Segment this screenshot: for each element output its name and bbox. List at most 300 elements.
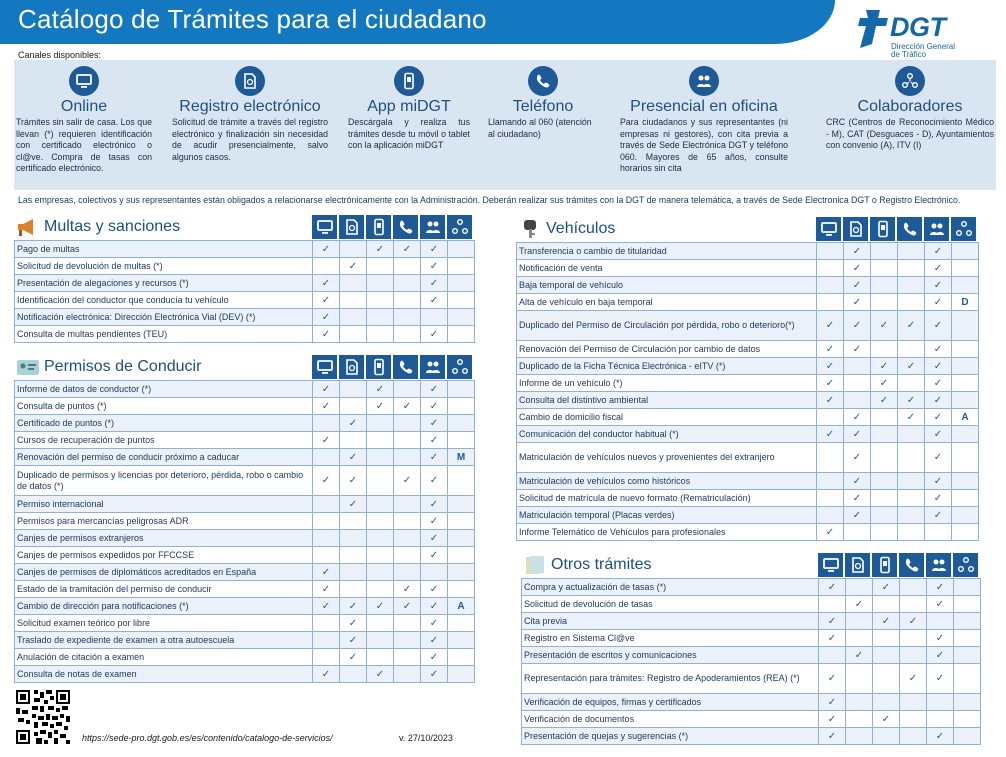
empty-cell: [448, 292, 475, 309]
table-row: [517, 409, 979, 426]
channel-column-phone-icon: [393, 355, 418, 379]
empty-cell: [873, 694, 900, 711]
table-row: [517, 524, 979, 541]
check-mark-icon: ✓: [313, 432, 340, 449]
section-multas: [14, 214, 475, 343]
empty-cell: [898, 507, 925, 524]
procedure-name[interactable]: Cita previa: [522, 613, 819, 630]
check-mark-icon: ✓: [817, 392, 844, 409]
empty-cell: [846, 579, 873, 596]
check-mark-icon: ✓: [367, 598, 394, 615]
check-mark-icon: ✓: [313, 309, 340, 326]
empty-cell: [394, 275, 421, 292]
procedure-name[interactable]: Presentación de quejas y sugerencias (*): [522, 728, 819, 745]
check-mark-icon: ✓: [313, 275, 340, 292]
check-mark-icon: ✓: [817, 524, 844, 541]
channel-app: [348, 66, 470, 152]
check-mark-icon: ✓: [421, 326, 448, 343]
empty-cell: [952, 341, 979, 358]
empty-cell: [448, 241, 475, 258]
empty-cell: [340, 381, 367, 398]
check-mark-icon: ✓: [421, 581, 448, 598]
channel-column-office-icon: [420, 355, 445, 379]
channel-column-document-icon: [843, 217, 868, 241]
table-row: [15, 381, 475, 398]
check-mark-icon: ✓: [421, 513, 448, 530]
table-row: [15, 258, 475, 275]
procedure-name[interactable]: Traslado de expediente de examen a otra autoescuela: [15, 632, 313, 649]
procedure-name[interactable]: Consulta del distintivo ambiental: [517, 392, 817, 409]
table-row: [15, 496, 475, 513]
check-mark-icon: ✓: [313, 581, 340, 598]
empty-cell: [367, 292, 394, 309]
check-mark-icon: ✓: [898, 409, 925, 426]
procedure-name[interactable]: Consulta de notas de examen: [15, 666, 313, 683]
check-mark-icon: ✓: [340, 449, 367, 466]
channel-desc: Para ciudadanos y sus representantes (ni empresas ni gestores), con cita previa a través de Sede Electrónica DGT y teléfono 060. Mayores de 65 años, consulte horarios sin cita: [620, 117, 788, 173]
table-row: [15, 432, 475, 449]
procedure-name[interactable]: Canjes de permisos extranjeros: [15, 530, 313, 547]
empty-cell: [871, 473, 898, 490]
check-mark-icon: ✓: [898, 392, 925, 409]
check-mark-icon: ✓: [819, 613, 846, 630]
check-mark-icon: ✓: [817, 341, 844, 358]
empty-cell: [340, 241, 367, 258]
procedure-name[interactable]: Solicitud examen teórico por libre: [15, 615, 313, 632]
procedure-name[interactable]: Duplicado de permisos y licencias por deterioro, pérdida, robo o cambio de datos (*): [15, 466, 313, 496]
check-mark-icon: ✓: [925, 426, 952, 443]
procedure-name[interactable]: Solicitud de devolución de tasas: [522, 596, 819, 613]
channel-header-icons: [818, 553, 980, 577]
procedure-name[interactable]: Registro en Sistema Cl@ve: [522, 630, 819, 647]
procedure-name[interactable]: Presentación de alegaciones y recursos (*): [15, 275, 313, 292]
check-mark-icon: ✓: [844, 311, 871, 341]
empty-cell: [367, 513, 394, 530]
empty-cell: [448, 258, 475, 275]
channel-column-document-icon: [845, 553, 870, 577]
procedure-name[interactable]: Informe de datos de conductor (*): [15, 381, 313, 398]
procedure-name[interactable]: Verificación de equipos, firmas y certificados: [522, 694, 819, 711]
empty-cell: [952, 524, 979, 541]
empty-cell: [871, 524, 898, 541]
empty-cell: [817, 243, 844, 260]
empty-cell: [340, 666, 367, 683]
channel-column-phone-icon: [393, 215, 418, 239]
check-mark-icon: ✓: [844, 443, 871, 473]
procedure-name[interactable]: Cambio de dirección para notificaciones (*): [15, 598, 313, 615]
check-mark-icon: ✓: [844, 277, 871, 294]
empty-cell: [900, 596, 927, 613]
section-header: [521, 552, 981, 578]
empty-cell: [927, 694, 954, 711]
empty-cell: [954, 711, 981, 728]
check-mark-icon: ✓: [394, 466, 421, 496]
channel-header-icons: [312, 355, 474, 379]
check-mark-icon: ✓: [844, 490, 871, 507]
empty-cell: [954, 694, 981, 711]
check-mark-icon: ✓: [925, 392, 952, 409]
check-mark-icon: ✓: [844, 341, 871, 358]
check-mark-icon: ✓: [313, 292, 340, 309]
section-title: Multas y sanciones: [44, 218, 181, 235]
procedure-name[interactable]: Solicitud de matrícula de nuevo formato (Rematriculación): [517, 490, 817, 507]
channel-column-office-icon: [926, 553, 951, 577]
empty-cell: [367, 632, 394, 649]
logo-subtitle-line-2: de Tráfico: [891, 50, 927, 59]
table-row: [517, 473, 979, 490]
channel-column-mobile-app-icon: [366, 215, 391, 239]
check-mark-icon: ✓: [313, 598, 340, 615]
empty-cell: [925, 524, 952, 541]
empty-cell: [367, 275, 394, 292]
empty-cell: [844, 375, 871, 392]
procedure-name[interactable]: Consulta de puntos (*): [15, 398, 313, 415]
channel-registro: [172, 66, 328, 163]
dgt-logo: [858, 10, 978, 58]
empty-cell: [954, 664, 981, 694]
empty-cell: [871, 443, 898, 473]
check-mark-icon: ✓: [394, 398, 421, 415]
procedure-name[interactable]: Renovación del permiso de conducir próximo a caducar: [15, 449, 313, 466]
empty-cell: [954, 613, 981, 630]
table-row: [15, 598, 475, 615]
check-mark-icon: ✓: [817, 375, 844, 392]
empty-cell: [394, 258, 421, 275]
empty-cell: [817, 473, 844, 490]
empty-cell: [367, 547, 394, 564]
empty-cell: [871, 243, 898, 260]
empty-cell: [448, 632, 475, 649]
check-mark-icon: ✓: [898, 358, 925, 375]
channels-label: Canales disponibles:: [18, 50, 102, 60]
check-mark-icon: ✓: [925, 473, 952, 490]
section-vehiculos: [516, 216, 979, 541]
channel-online: [16, 66, 152, 175]
procedure-name[interactable]: Transferencia o cambio de titularidad: [517, 243, 817, 260]
empty-cell: [952, 473, 979, 490]
empty-cell: [340, 292, 367, 309]
check-mark-icon: ✓: [367, 241, 394, 258]
procedure-name[interactable]: Identificación del conductor que conducía tu vehículo: [15, 292, 313, 309]
collaborator-code: D: [952, 294, 979, 311]
channel-title: Online: [60, 98, 108, 115]
mobile-app-icon: [394, 66, 424, 96]
empty-cell: [340, 581, 367, 598]
table-row: [15, 241, 475, 258]
check-mark-icon: ✓: [421, 615, 448, 632]
empty-cell: [340, 513, 367, 530]
check-mark-icon: ✓: [340, 615, 367, 632]
procedure-name[interactable]: Estado de la tramitación del permiso de conducir: [15, 581, 313, 598]
check-mark-icon: ✓: [421, 381, 448, 398]
empty-cell: [448, 547, 475, 564]
empty-cell: [367, 258, 394, 275]
check-mark-icon: ✓: [844, 409, 871, 426]
channel-column-monitor-icon: [816, 217, 841, 241]
empty-cell: [340, 564, 367, 581]
procedure-name[interactable]: Informe Telemático de Vehículos para profesionales: [517, 524, 817, 541]
empty-cell: [846, 694, 873, 711]
empty-cell: [340, 275, 367, 292]
check-mark-icon: ✓: [340, 632, 367, 649]
check-mark-icon: ✓: [421, 241, 448, 258]
channel-column-phone-icon: [897, 217, 922, 241]
empty-cell: [952, 277, 979, 294]
channel-column-monitor-icon: [312, 215, 337, 239]
procedure-name[interactable]: Matriculación de vehículos como históricos: [517, 473, 817, 490]
table-row: [15, 326, 475, 343]
empty-cell: [367, 530, 394, 547]
empty-cell: [448, 581, 475, 598]
check-mark-icon: ✓: [819, 579, 846, 596]
section-title: Vehículos: [546, 220, 616, 237]
empty-cell: [394, 513, 421, 530]
check-mark-icon: ✓: [313, 241, 340, 258]
empty-cell: [900, 579, 927, 596]
check-mark-icon: ✓: [340, 415, 367, 432]
check-mark-icon: ✓: [925, 358, 952, 375]
empty-cell: [421, 309, 448, 326]
check-mark-icon: ✓: [421, 275, 448, 292]
collaborator-code: A: [952, 409, 979, 426]
channel-desc: CRC (Centros de Reconocimiento Médico - M), CAT (Desguaces - D), Ayuntamientos con convenio (A), ITV (I): [826, 117, 994, 150]
procedure-name[interactable]: Representación para trámites: Registro de Apoderamientos (REA) (*): [522, 664, 819, 694]
table-row: [522, 630, 981, 647]
table-row: [15, 615, 475, 632]
check-mark-icon: ✓: [927, 579, 954, 596]
table-row: [517, 426, 979, 443]
check-mark-icon: ✓: [927, 728, 954, 745]
procedure-name[interactable]: Informe de un vehículo (*): [517, 375, 817, 392]
logo-subtitle-line-1: Dirección General: [891, 42, 956, 51]
procedure-name[interactable]: Canjes de permisos expedidos por FFCCSE: [15, 547, 313, 564]
table-row: [522, 711, 981, 728]
empty-cell: [952, 392, 979, 409]
section-title: Otros trámites: [551, 556, 652, 573]
monitor-icon: [69, 66, 99, 96]
channel-column-monitor-icon: [312, 355, 337, 379]
check-mark-icon: ✓: [340, 466, 367, 496]
empty-cell: [898, 243, 925, 260]
check-mark-icon: ✓: [844, 260, 871, 277]
empty-cell: [873, 630, 900, 647]
channel-column-mobile-app-icon: [870, 217, 895, 241]
procedure-name[interactable]: Permisos para mercancías peligrosas ADR: [15, 513, 313, 530]
empty-cell: [846, 664, 873, 694]
car-key-icon: [518, 219, 542, 239]
table-row: [15, 632, 475, 649]
procedure-name[interactable]: Canjes de permisos de diplomáticos acreditados en España: [15, 564, 313, 581]
empty-cell: [340, 530, 367, 547]
vehiculos-table: [516, 242, 979, 541]
office-icon: [689, 66, 719, 96]
check-mark-icon: ✓: [421, 415, 448, 432]
table-row: [522, 728, 981, 745]
procedure-name[interactable]: Cursos de recuperación de puntos: [15, 432, 313, 449]
empty-cell: [448, 432, 475, 449]
procedure-name[interactable]: Permiso internacional: [15, 496, 313, 513]
procedure-name[interactable]: Matriculación temporal (Placas verdes): [517, 507, 817, 524]
empty-cell: [313, 513, 340, 530]
empty-cell: [927, 711, 954, 728]
table-row: [522, 596, 981, 613]
empty-cell: [340, 432, 367, 449]
logo-wordmark: DGT: [890, 12, 946, 42]
check-mark-icon: ✓: [925, 260, 952, 277]
channel-column-collaborators-icon: [447, 215, 472, 239]
table-row: [522, 647, 981, 664]
procedure-name[interactable]: Duplicado del Permiso de Circulación por pérdida, robo o deterioro(*): [517, 311, 817, 341]
check-mark-icon: ✓: [844, 507, 871, 524]
empty-cell: [952, 443, 979, 473]
section-header: [14, 214, 475, 240]
channel-header-icons: [312, 215, 474, 239]
empty-cell: [846, 728, 873, 745]
check-mark-icon: ✓: [925, 341, 952, 358]
procedure-name[interactable]: Consulta de multas pendientes (TEU): [15, 326, 313, 343]
table-row: [15, 530, 475, 547]
procedure-name[interactable]: Verificación de documentos: [522, 711, 819, 728]
check-mark-icon: ✓: [421, 530, 448, 547]
empty-cell: [817, 490, 844, 507]
empty-cell: [367, 326, 394, 343]
check-mark-icon: ✓: [421, 496, 448, 513]
collaborators-icon: [895, 66, 925, 96]
empty-cell: [367, 496, 394, 513]
check-mark-icon: ✓: [313, 466, 340, 496]
procedure-name[interactable]: Compra y actualización de tasas (*): [522, 579, 819, 596]
empty-cell: [340, 547, 367, 564]
check-mark-icon: ✓: [421, 398, 448, 415]
channel-column-mobile-app-icon: [366, 355, 391, 379]
empty-cell: [927, 613, 954, 630]
empty-cell: [900, 694, 927, 711]
collaborator-code: M: [448, 449, 475, 466]
empty-cell: [394, 530, 421, 547]
procedure-name[interactable]: Certificado de puntos (*): [15, 415, 313, 432]
check-mark-icon: ✓: [340, 496, 367, 513]
empty-cell: [871, 490, 898, 507]
channel-title: Teléfono: [512, 98, 574, 115]
channel-desc: Solicitud de trámite a través del registro electrónico y finalización sin necesidad de acudir presencialmente, salvo algunos casos.: [172, 117, 328, 162]
procedure-name[interactable]: Pago de multas: [15, 241, 313, 258]
table-row: [517, 277, 979, 294]
section-header: [14, 354, 475, 380]
empty-cell: [448, 530, 475, 547]
empty-cell: [448, 398, 475, 415]
procedure-name[interactable]: Solicitud de devolución de multas (*): [15, 258, 313, 275]
empty-cell: [871, 409, 898, 426]
check-mark-icon: ✓: [925, 294, 952, 311]
channel-telefono: [488, 66, 598, 140]
empty-cell: [898, 473, 925, 490]
footer-url-link[interactable]: https://sede-pro.dgt.gob.es/es/contenido/catalogo-de-servicios/: [82, 733, 333, 743]
empty-cell: [448, 415, 475, 432]
check-mark-icon: ✓: [394, 241, 421, 258]
procedure-name[interactable]: Notificación electrónica: Dirección Electrónica Vial (DEV) (*): [15, 309, 313, 326]
empty-cell: [871, 260, 898, 277]
procedure-name[interactable]: Alta de vehículo en baja temporal: [517, 294, 817, 311]
empty-cell: [313, 449, 340, 466]
channel-title: Registro electrónico: [179, 98, 321, 115]
empty-cell: [313, 615, 340, 632]
empty-cell: [819, 647, 846, 664]
table-row: [15, 309, 475, 326]
check-mark-icon: ✓: [340, 598, 367, 615]
empty-cell: [898, 490, 925, 507]
procedure-name[interactable]: Duplicado de la Ficha Técnica Electrónica - eITV (*): [517, 358, 817, 375]
check-mark-icon: ✓: [313, 326, 340, 343]
page-title: Catálogo de Trámites para el ciudadano: [18, 4, 487, 34]
check-mark-icon: ✓: [421, 632, 448, 649]
empty-cell: [394, 326, 421, 343]
table-row: [517, 375, 979, 392]
procedure-name[interactable]: Renovación del Permiso de Circulación por cambio de datos: [517, 341, 817, 358]
procedure-name[interactable]: Matriculación de vehículos nuevos y provenientes del extranjero: [517, 443, 817, 473]
table-row: [15, 466, 475, 496]
empty-cell: [313, 547, 340, 564]
check-mark-icon: ✓: [819, 711, 846, 728]
empty-cell: [340, 326, 367, 343]
empty-cell: [898, 341, 925, 358]
empty-cell: [394, 666, 421, 683]
procedure-name[interactable]: Baja temporal de vehículo: [517, 277, 817, 294]
check-mark-icon: ✓: [900, 613, 927, 630]
procedure-name[interactable]: Anulación de citación a examen: [15, 649, 313, 666]
channel-header-icons: [816, 217, 978, 241]
empty-cell: [340, 309, 367, 326]
check-mark-icon: ✓: [844, 294, 871, 311]
empty-cell: [817, 294, 844, 311]
check-mark-icon: ✓: [844, 243, 871, 260]
empty-cell: [900, 711, 927, 728]
check-mark-icon: ✓: [927, 596, 954, 613]
empty-cell: [898, 524, 925, 541]
check-mark-icon: ✓: [873, 613, 900, 630]
empty-cell: [817, 260, 844, 277]
empty-cell: [367, 466, 394, 496]
empty-cell: [873, 647, 900, 664]
check-mark-icon: ✓: [313, 564, 340, 581]
empty-cell: [871, 426, 898, 443]
check-mark-icon: ✓: [421, 466, 448, 496]
table-row: [517, 392, 979, 409]
procedure-name[interactable]: Notificación de venta: [517, 260, 817, 277]
empty-cell: [394, 649, 421, 666]
empty-cell: [900, 630, 927, 647]
check-mark-icon: ✓: [817, 311, 844, 341]
empty-cell: [367, 615, 394, 632]
empty-cell: [448, 666, 475, 683]
check-mark-icon: ✓: [873, 579, 900, 596]
empty-cell: [448, 496, 475, 513]
empty-cell: [954, 630, 981, 647]
empty-cell: [448, 564, 475, 581]
empty-cell: [367, 564, 394, 581]
procedure-name[interactable]: Presentación de escritos y comunicaciones: [522, 647, 819, 664]
check-mark-icon: ✓: [925, 443, 952, 473]
table-row: [517, 260, 979, 277]
check-mark-icon: ✓: [367, 381, 394, 398]
empty-cell: [313, 258, 340, 275]
license-card-icon: [16, 357, 40, 377]
procedure-name[interactable]: Cambio de domicilio fiscal: [517, 409, 817, 426]
empty-cell: [448, 309, 475, 326]
table-row: [517, 490, 979, 507]
procedure-name[interactable]: Comunicación del conductor habitual (*): [517, 426, 817, 443]
check-mark-icon: ✓: [900, 664, 927, 694]
table-row: [15, 649, 475, 666]
